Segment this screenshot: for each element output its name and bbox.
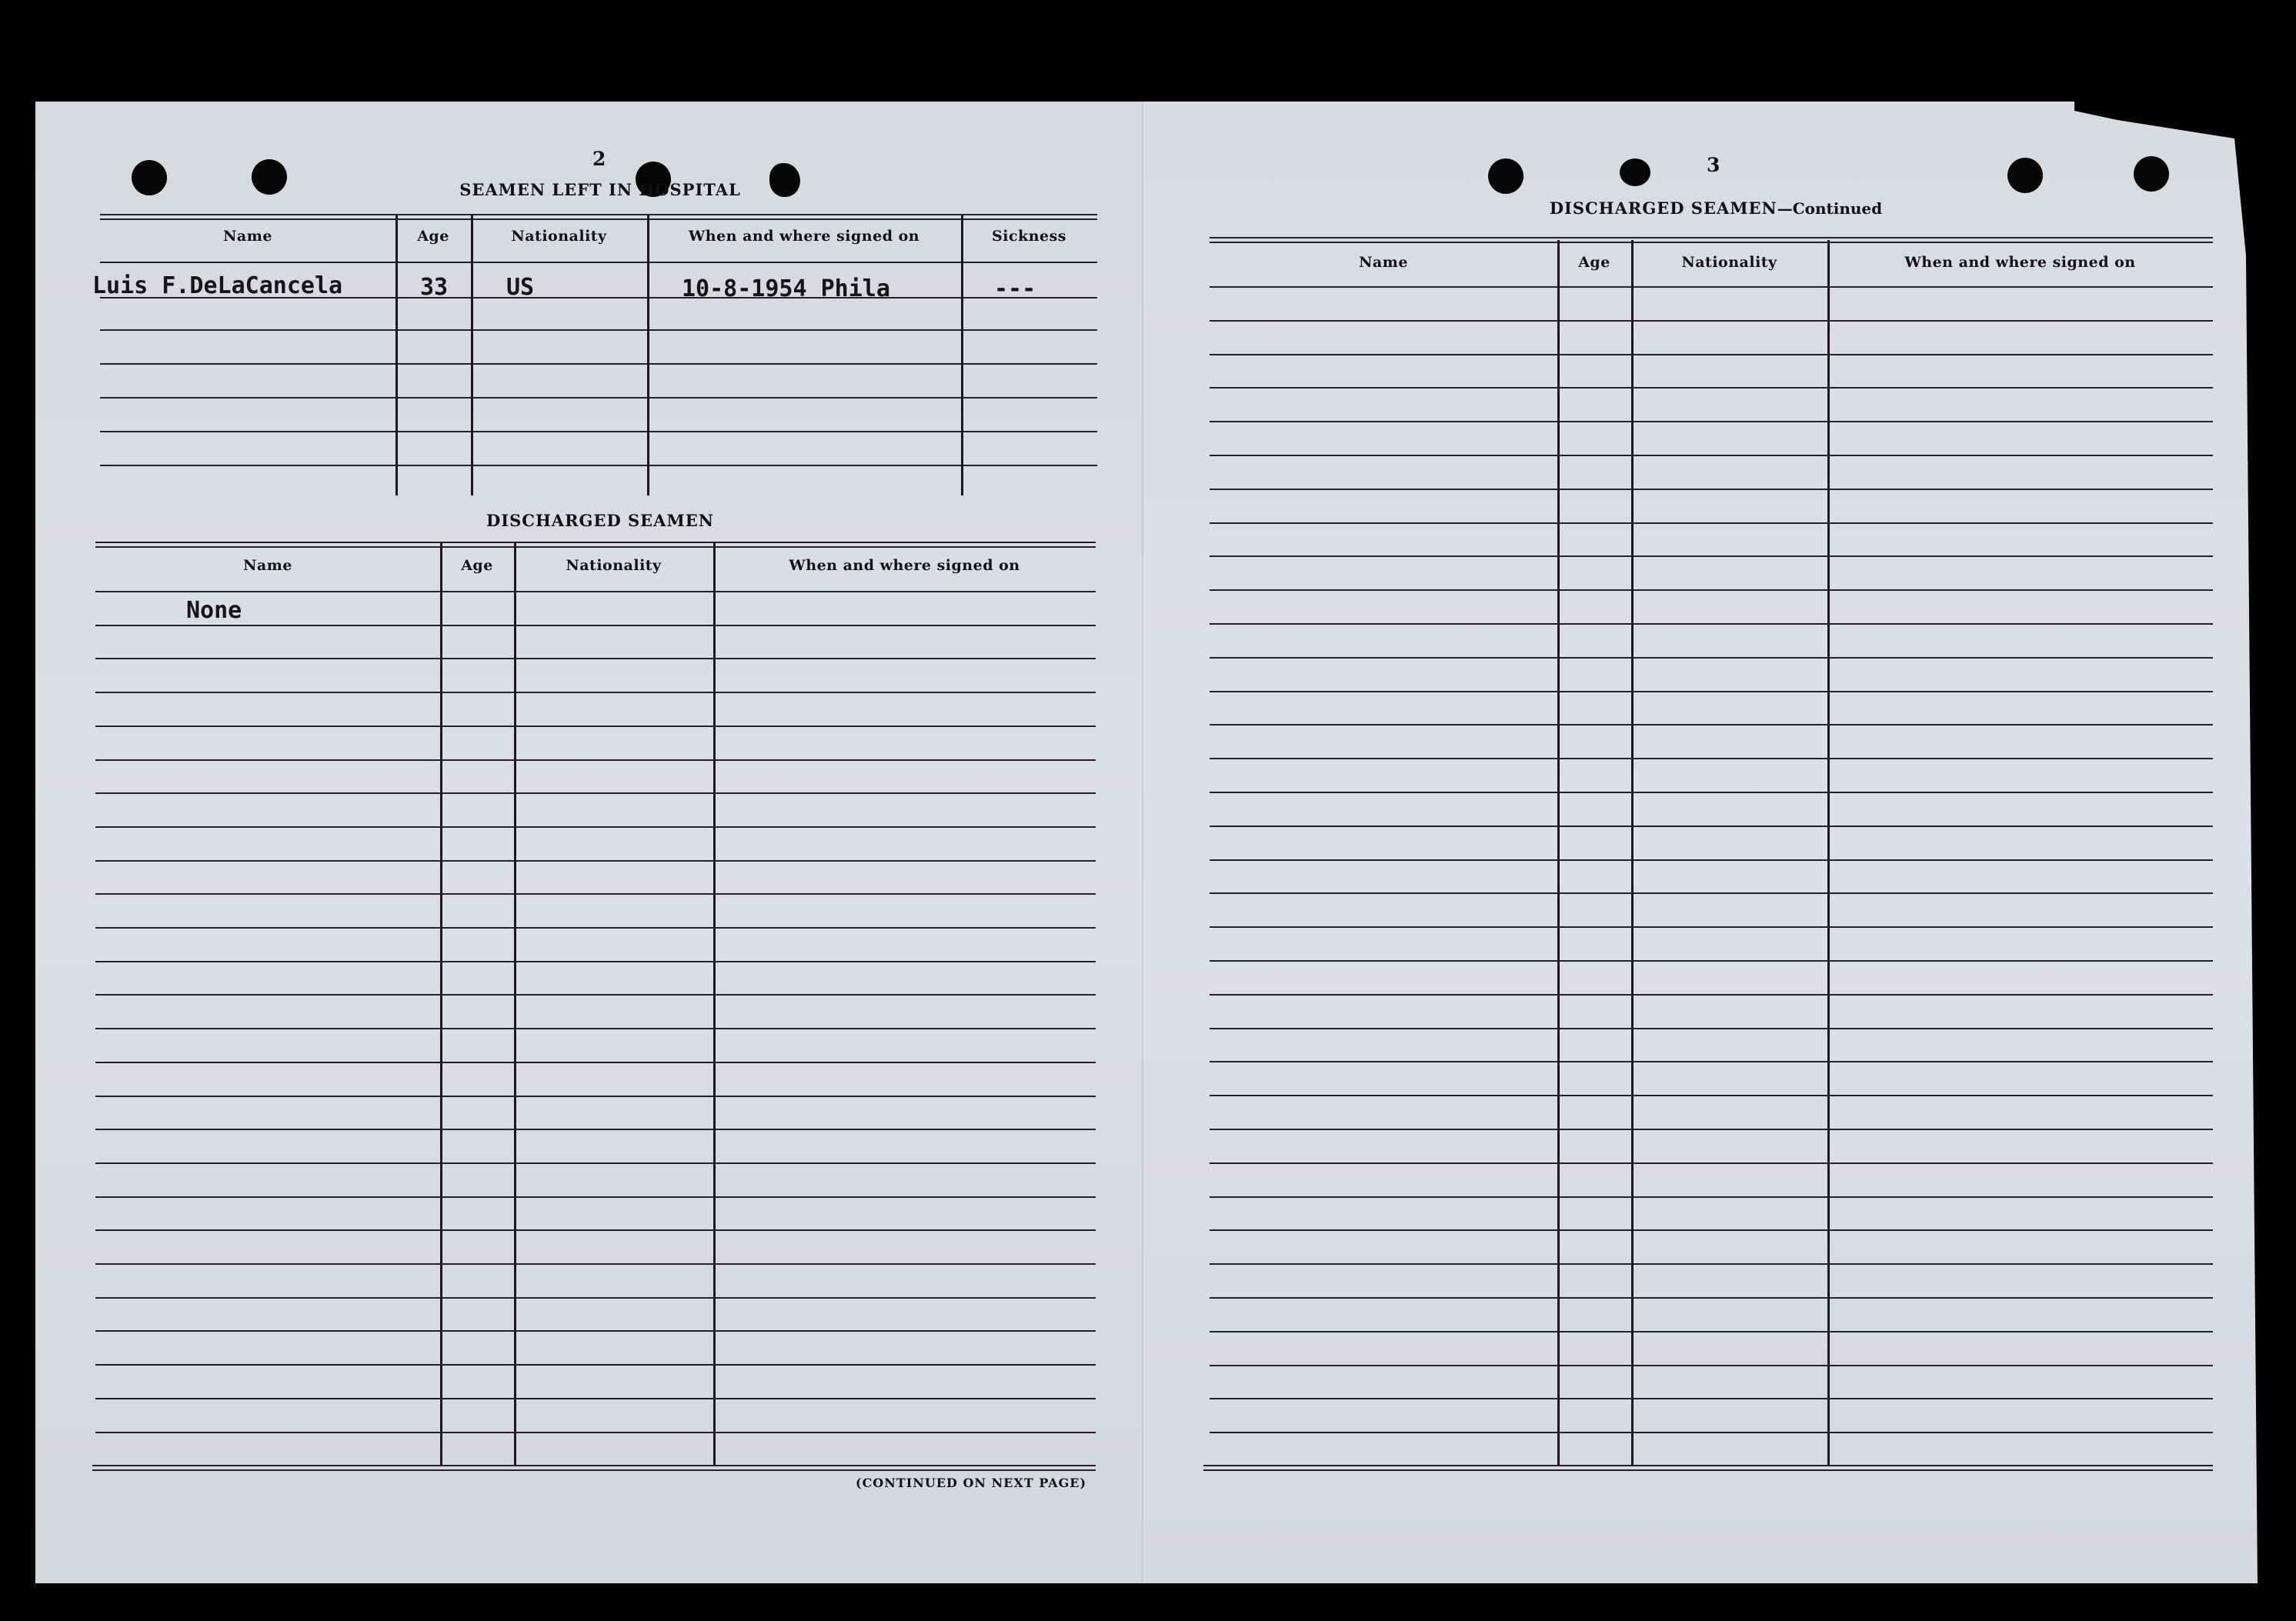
table-row-rule <box>95 725 1096 727</box>
table-row-rule <box>100 363 1097 365</box>
table-row-rule <box>1210 286 2213 288</box>
column-header-name: Name <box>243 557 292 574</box>
table-row-rule <box>95 692 1096 693</box>
column-header-signed-on: When and where signed on <box>789 557 1020 574</box>
table-bottom-rule <box>1203 1465 2213 1466</box>
table-row-rule <box>95 826 1096 828</box>
table-row-rule <box>1210 1398 2213 1399</box>
table-row-rule <box>1210 1365 2213 1366</box>
column-divider <box>1827 240 1830 1465</box>
discharged-entry-none: None <box>186 597 242 624</box>
table-row-rule <box>1210 354 2213 355</box>
column-divider <box>395 215 398 495</box>
table-row-rule <box>1210 1196 2213 1198</box>
table-row-rule <box>1210 1263 2213 1265</box>
punch-hole <box>1620 158 1650 186</box>
table-row-rule <box>95 893 1096 895</box>
punch-hole <box>1488 158 1523 194</box>
hospital-section-title: SEAMEN LEFT IN HOSPITAL <box>459 180 741 199</box>
table-row-rule <box>1210 892 2213 894</box>
table-row-rule <box>95 1330 1096 1332</box>
column-divider <box>514 543 516 1465</box>
table-row-rule <box>1210 320 2213 322</box>
table-row-rule <box>1210 1095 2213 1096</box>
column-divider <box>961 215 963 495</box>
table-top-rule <box>100 214 1097 215</box>
table-row-rule <box>1210 1028 2213 1029</box>
page-number: 2 <box>592 148 606 170</box>
seaman-signed-on: 10-8-1954 Phila <box>682 275 890 302</box>
table-row-rule <box>95 961 1096 962</box>
page-fold <box>1142 102 1145 1583</box>
table-row-rule <box>1210 1061 2213 1062</box>
table-row-rule <box>1210 657 2213 659</box>
table-row-rule <box>95 1096 1096 1097</box>
column-divider <box>440 543 442 1465</box>
discharged-continued-title <box>1508 198 1924 218</box>
column-header-age: Age <box>417 228 449 245</box>
table-row-rule <box>1210 623 2213 625</box>
discharged-continued-title-suffix: —Continued <box>1777 199 1883 218</box>
table-row-rule <box>1210 1129 2213 1130</box>
column-header-nationality: Nationality <box>511 228 607 245</box>
table-row-rule <box>1210 1297 2213 1299</box>
table-row-rule <box>95 625 1096 626</box>
column-header-signed-on: When and where signed on <box>1904 254 2136 271</box>
table-row-rule <box>95 994 1096 996</box>
discharged-section-title: DISCHARGED SEAMEN <box>486 511 714 530</box>
table-row-rule <box>1210 589 2213 591</box>
seaman-nationality: US <box>506 274 535 301</box>
table-row-rule <box>1210 826 2213 827</box>
table-row-rule <box>1210 724 2213 725</box>
column-divider <box>1557 240 1560 1465</box>
column-divider <box>647 215 649 495</box>
table-row-rule <box>1210 994 2213 996</box>
table-row-rule <box>1210 555 2213 557</box>
table-row-rule <box>95 860 1096 862</box>
column-header-age: Age <box>461 557 493 574</box>
column-header-nationality: Nationality <box>1681 254 1777 271</box>
table-row-rule <box>1210 455 2213 456</box>
punch-hole <box>2134 156 2169 192</box>
table-row-rule <box>1210 859 2213 861</box>
table-top-rule <box>95 542 1096 543</box>
punch-hole <box>252 159 287 195</box>
table-row-rule <box>95 1162 1096 1164</box>
table-row-rule <box>1210 792 2213 793</box>
table-row-rule <box>1210 522 2213 524</box>
punch-hole <box>2007 158 2043 193</box>
table-row-rule <box>95 1263 1096 1265</box>
table-row-rule <box>95 1297 1096 1299</box>
seaman-name: Luis F.DeLaCancela <box>92 272 343 299</box>
column-header-nationality: Nationality <box>566 557 662 574</box>
table-bottom-rule <box>92 1465 1096 1466</box>
table-row-rule <box>95 1196 1096 1198</box>
continued-note: (CONTINUED ON NEXT PAGE) <box>856 1476 1087 1490</box>
table-row-rule <box>1210 1432 2213 1433</box>
table-row-rule <box>1210 421 2213 422</box>
table-row-rule <box>95 1062 1096 1063</box>
table-row-rule <box>100 329 1097 331</box>
table-row-rule <box>1210 758 2213 759</box>
column-header-name: Name <box>223 228 272 245</box>
table-row-rule <box>1210 1162 2213 1164</box>
column-divider <box>471 215 473 495</box>
table-row-rule <box>1210 387 2213 389</box>
table-row-rule <box>1210 691 2213 692</box>
table-row-rule <box>95 759 1096 761</box>
column-header-age: Age <box>1578 254 1610 271</box>
table-row-rule <box>95 792 1096 794</box>
left-page <box>35 102 1142 1583</box>
table-row-rule <box>100 397 1097 399</box>
table-row-rule <box>95 1398 1096 1399</box>
column-header-signed-on: When and where signed on <box>688 228 920 245</box>
table-row-rule <box>100 262 1097 263</box>
table-row-rule <box>95 1028 1096 1029</box>
column-divider <box>1631 240 1634 1465</box>
table-row-rule <box>100 431 1097 432</box>
right-page <box>1142 102 2262 1583</box>
table-row-rule <box>1210 489 2213 490</box>
table-row-rule <box>95 1432 1096 1433</box>
ink-blot <box>769 163 800 197</box>
table-row-rule <box>95 927 1096 929</box>
discharged-continued-title-main: DISCHARGED SEAMEN <box>1549 198 1777 218</box>
table-row-rule <box>95 1129 1096 1130</box>
punch-hole <box>132 160 167 195</box>
column-divider <box>713 543 716 1465</box>
seaman-age: 33 <box>420 274 449 301</box>
table-row-rule <box>1210 960 2213 962</box>
table-row-rule <box>95 658 1096 659</box>
table-row-rule <box>1210 1229 2213 1231</box>
column-header-name: Name <box>1359 254 1408 271</box>
table-row-rule <box>1210 926 2213 928</box>
table-row-rule <box>95 1229 1096 1231</box>
page-number: 3 <box>1707 154 1720 176</box>
table-row-rule <box>95 1364 1096 1366</box>
seaman-sickness: --- <box>994 275 1036 302</box>
table-top-rule <box>1210 237 2213 238</box>
table-row-rule <box>100 465 1097 466</box>
table-row-rule <box>1210 1331 2213 1332</box>
column-header-sickness: Sickness <box>992 228 1066 245</box>
table-row-rule <box>95 591 1096 592</box>
